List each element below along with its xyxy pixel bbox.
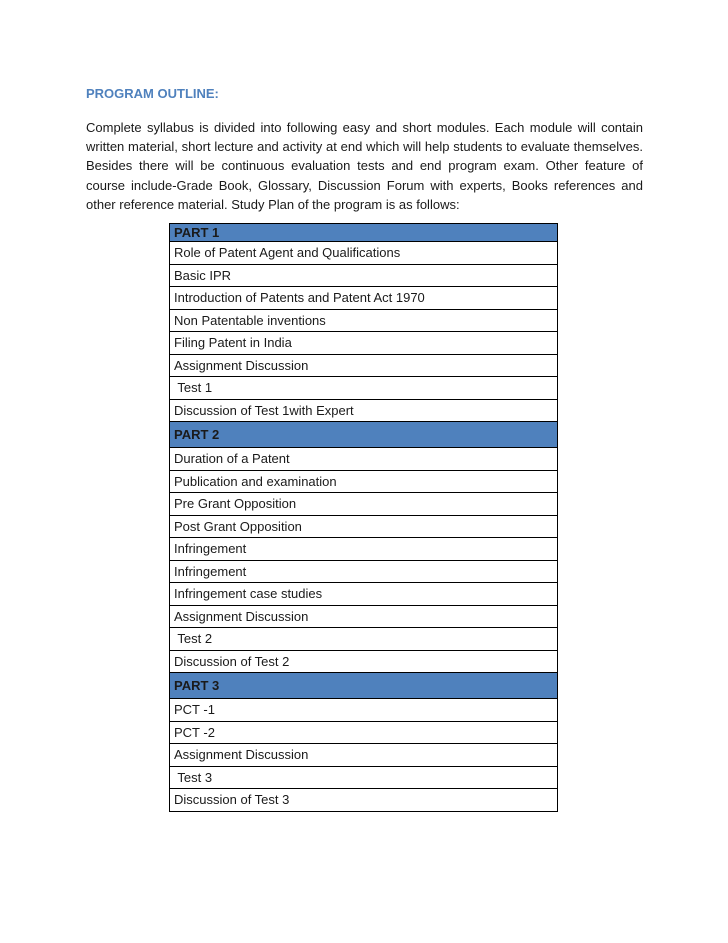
module-cell: Discussion of Test 2 [170,650,558,673]
module-cell: Assignment Discussion [170,744,558,767]
part-header-row [170,422,558,448]
module-cell: Discussion of Test 3 [170,789,558,812]
table-row [170,399,558,422]
module-cell: Non Patentable inventions [170,309,558,332]
part-header-row [170,224,558,242]
table-row [170,628,558,651]
table-row [170,377,558,400]
module-cell: Duration of a Patent [170,448,558,471]
part-title: PART 1 [170,224,558,242]
module-cell: Infringement [170,538,558,561]
module-cell: Test 2 [170,628,558,651]
module-cell: PCT -2 [170,721,558,744]
module-cell: Infringement case studies [170,583,558,606]
section-heading: PROGRAM OUTLINE: [86,86,219,101]
module-cell: PCT -1 [170,699,558,722]
table-row [170,309,558,332]
table-row [170,766,558,789]
module-cell: Assignment Discussion [170,354,558,377]
module-cell: Discussion of Test 1with Expert [170,399,558,422]
table-row [170,650,558,673]
module-cell: Test 1 [170,377,558,400]
table-row [170,538,558,561]
table-row [170,354,558,377]
module-cell: Introduction of Patents and Patent Act 1970 [170,287,558,310]
table-row [170,493,558,516]
table-row [170,287,558,310]
table-row [170,560,558,583]
module-cell: Assignment Discussion [170,605,558,628]
study-plan-table [169,223,558,812]
table-row [170,583,558,606]
table-row [170,470,558,493]
module-cell: Role of Patent Agent and Qualifications [170,242,558,265]
table-row [170,605,558,628]
module-cell: Filing Patent in India [170,332,558,355]
module-cell: Publication and examination [170,470,558,493]
module-cell: Post Grant Opposition [170,515,558,538]
module-cell: Pre Grant Opposition [170,493,558,516]
table-row [170,332,558,355]
table-row [170,721,558,744]
table-row [170,744,558,767]
table-row [170,789,558,812]
module-cell: Basic IPR [170,264,558,287]
table-row [170,242,558,265]
table-row [170,264,558,287]
table-row [170,448,558,471]
table-row [170,699,558,722]
intro-paragraph: Complete syllabus is divided into following easy and short modules. Each module will contain written material, short lecture and activity at end which will help students to evaluate themselves. Besides there will be continuous evaluation tests and end program exam. Other feature of course include-Grade Book, Glossary, Discussion Forum with experts, Books references and other reference material. Study Plan of the program is as follows: [86,120,643,212]
part-title: PART 2 [170,422,558,448]
part-title: PART 3 [170,673,558,699]
part-header-row [170,673,558,699]
table-row [170,515,558,538]
module-cell: Test 3 [170,766,558,789]
module-cell: Infringement [170,560,558,583]
